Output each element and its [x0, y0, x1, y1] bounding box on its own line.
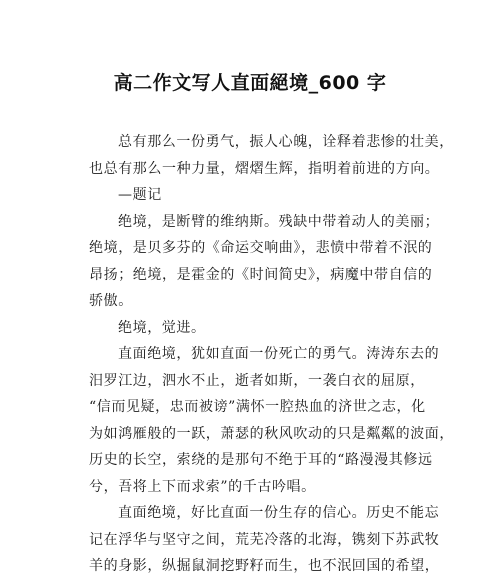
paragraph-line: 也总有那么一种力量，熠熠生辉，指明着前进的方向。 [89, 160, 440, 177]
paragraph-line: 骄傲。 [89, 293, 133, 309]
paragraph-line: 绝境，是贝多芬的《命运交响曲》，悲愤中带着不泯的 [89, 240, 433, 256]
document-title: 高二作文写人直面絕境_600 字 [113, 72, 387, 94]
paragraph-line: 为如鸿雁般的一跃，萧瑟的秋风吹动的只是粼粼的波面， [89, 425, 454, 442]
document-body [89, 129, 454, 580]
paragraph-line: 绝境，是断臂的维纳斯。残缺中带着动人的美丽； [118, 213, 440, 230]
paragraph-line: 昂扬；绝境，是霍金的《时间简史》，病魔中带自信的 [89, 266, 433, 283]
paragraph-line: 兮，吾将上下而求索”的千古吟唱。 [89, 478, 316, 495]
paragraph-line: 直面绝境，好比直面一份生存的信心。历史不能忘 [118, 505, 440, 521]
paragraph-line: 绝境，觉进。 [118, 319, 206, 336]
paragraph-line: “信而见疑，忠而被谤”满怀一腔热血的济世之志，化 [89, 399, 426, 415]
paragraph-line: 历史的长空，索绕的是那句不绝于耳的“路漫漫其修远 [89, 452, 433, 468]
paragraph-line: 总有那么一份勇气，振人心魄，诠释着悲惨的壮美， [118, 134, 454, 150]
paragraph-line: 汨罗江边，泗水不止，逝者如斯，一袭白衣的屈原， [89, 372, 425, 389]
paragraph-line: 记在浮华与坚守之间，荒芜冷落的北海，镌刻下苏武牧 [89, 531, 440, 548]
epigraph-attribution: —题记 [118, 187, 162, 203]
paragraph-line: 羊的身影，纵掘鼠洞挖野籽而生，也不泯回国的希望， [89, 558, 440, 574]
paragraph-line: 直面绝境，犹如直面一份死亡的勇气。涛涛东去的 [118, 346, 440, 362]
